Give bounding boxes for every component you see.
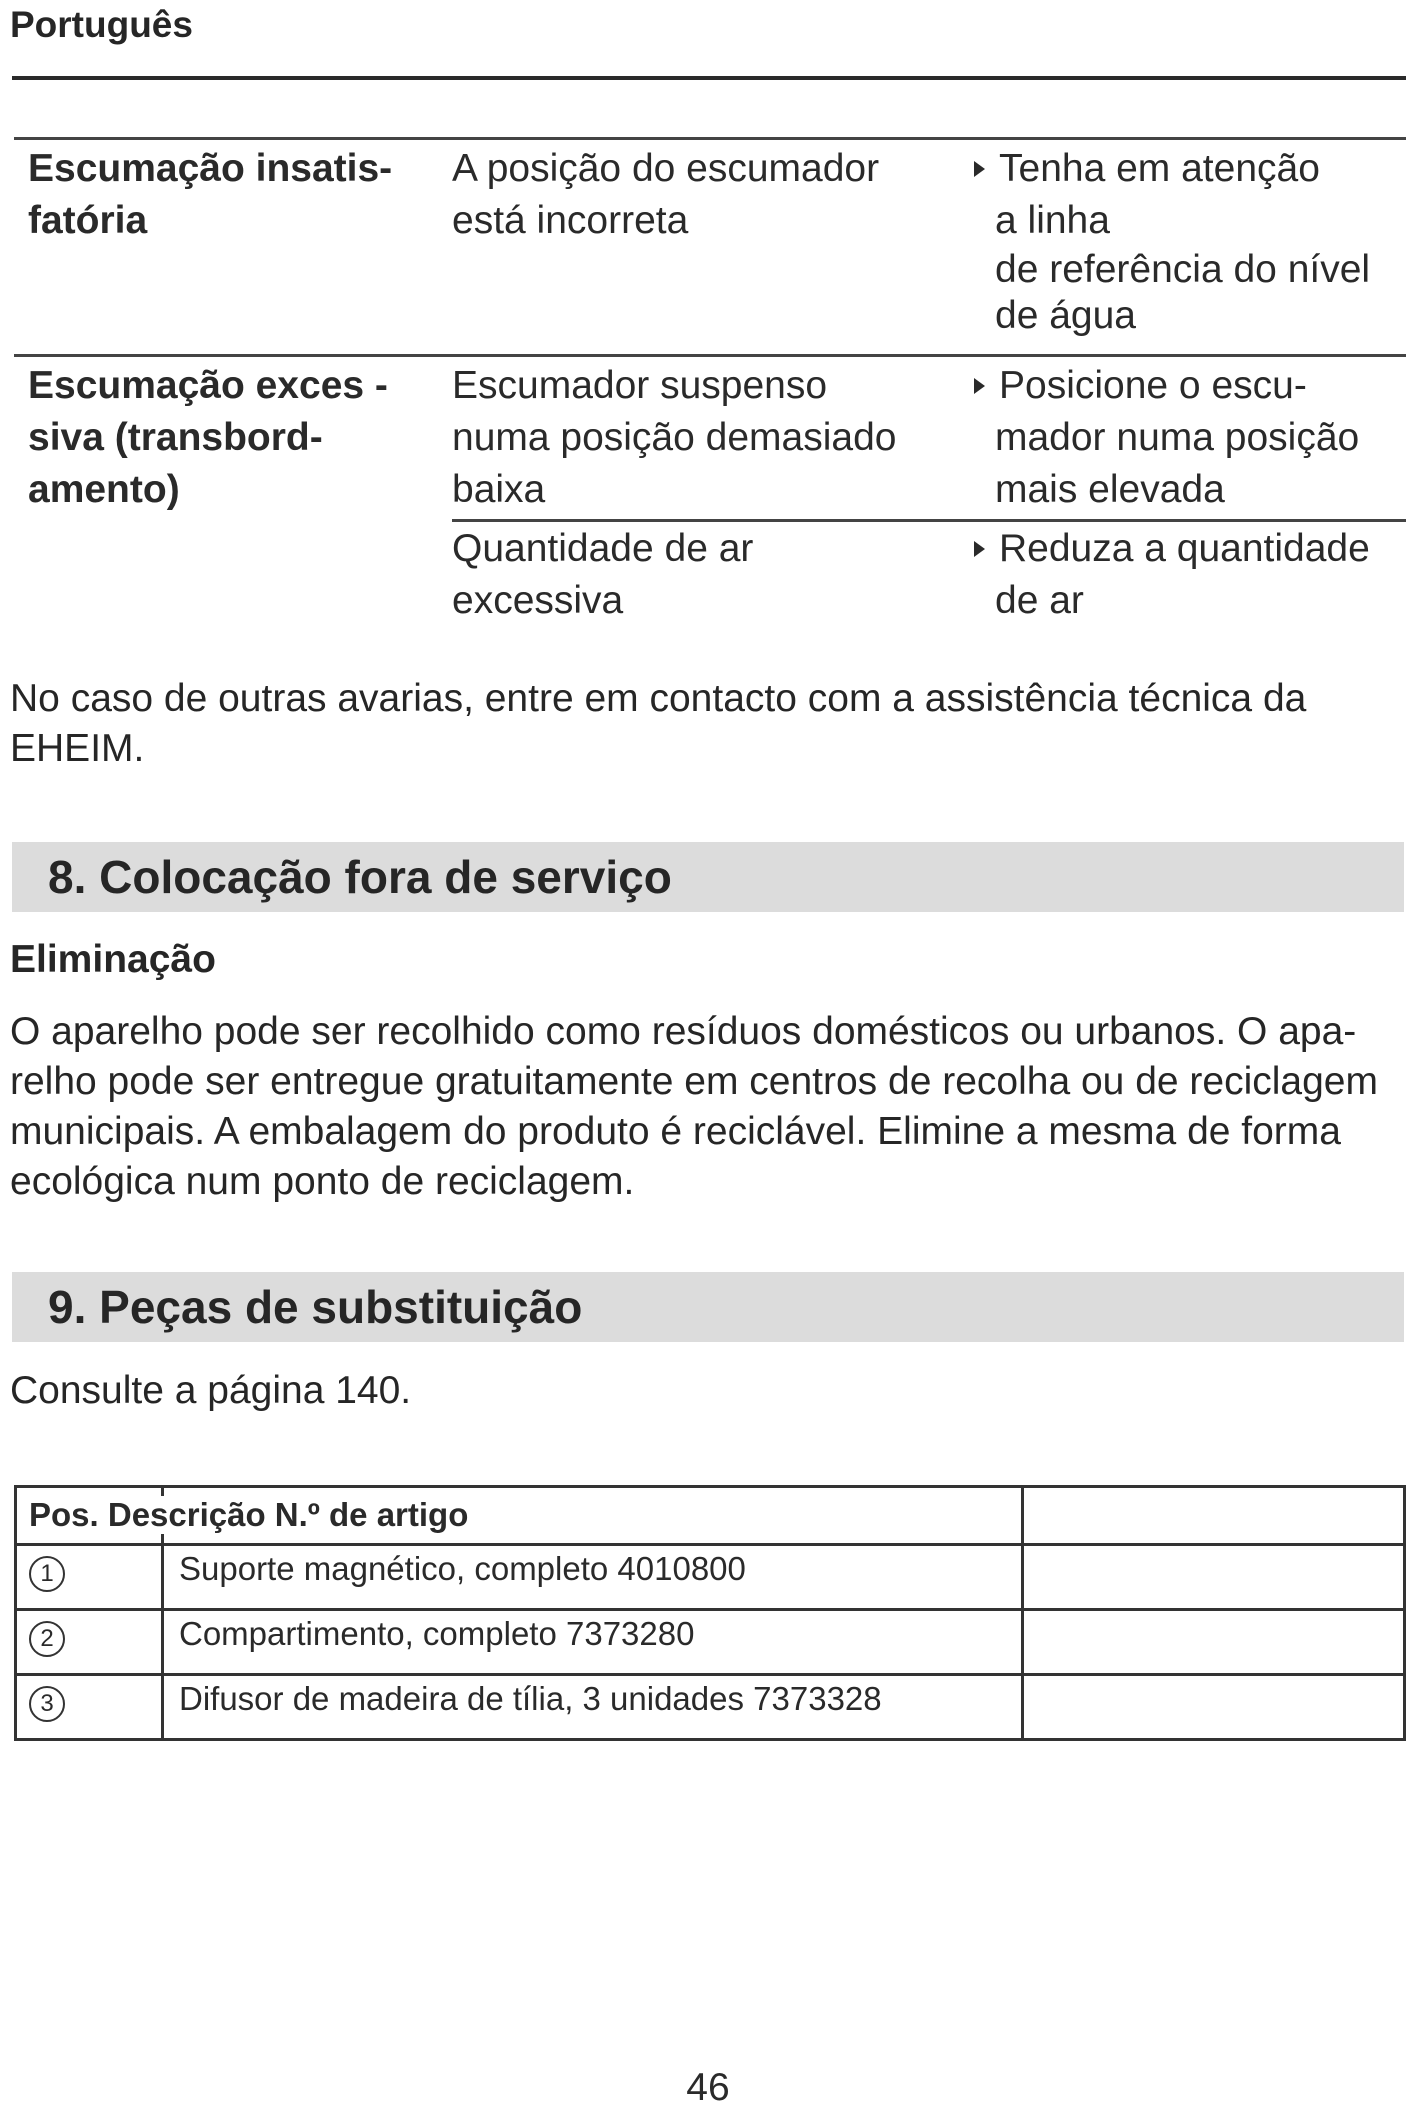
part-2-desc: Compartimento, completo 7373280 (179, 1615, 695, 1652)
cause-2a: Escumador suspenso numa posição demasiado baixa (452, 364, 897, 511)
section-8-title: 8. Colocação fora de serviço (48, 851, 672, 903)
parts-header: Pos. Descrição N.º de artigo (29, 1496, 472, 1534)
table-top-rule (14, 137, 1406, 140)
table-row-rule (14, 354, 1406, 357)
disposal-heading: Eliminação (10, 938, 216, 981)
table-subrow-rule (452, 519, 1406, 522)
fault-1: Escumação insatis- fatória (28, 147, 393, 242)
fault-2: Escumação exces - siva (transbord- amento) (28, 364, 388, 511)
pos-2-icon: 2 (29, 1621, 65, 1657)
see-page-text: Consulte a página 140. (10, 1369, 412, 1412)
other-faults-text: No caso de outras avarias, entre em contacto com a assistência técnica da EHEIM. (10, 677, 1307, 770)
language-label: Português (10, 4, 193, 45)
remedy-1: Tenha em atenção a linha de referência do nível de água (974, 143, 1370, 339)
pos-1-icon: 1 (29, 1556, 65, 1592)
remedy-2a: Posicione o escu- mador numa posição mais elevada (974, 360, 1359, 516)
cause-1: A posição do escumador está incorreta (452, 147, 880, 242)
part-1-desc: Suporte magnético, completo 4010800 (179, 1550, 746, 1587)
page-number: 46 (686, 2066, 730, 2109)
disposal-text: O aparelho pode ser recolhido como resíduos domésticos ou urbanos. O apa- relho pode ser entregue gratuitamente em centros de recolha ou de reciclagem municipais. A embalagem do produto é reciclável. Elimine a mesma de forma ecológica num ponto de reciclagem. (10, 1010, 1378, 1203)
arrow-bullet-icon (974, 161, 985, 177)
remedy-2b: Reduza a quantidade de ar (974, 523, 1370, 627)
arrow-bullet-icon (974, 541, 985, 557)
section-9-title: 9. Peças de substituição (48, 1281, 583, 1333)
parts-col-rule (1021, 1488, 1024, 1738)
header-rule (12, 76, 1406, 80)
parts-table (14, 1485, 1406, 1741)
arrow-bullet-icon (974, 378, 985, 394)
pos-3-icon: 3 (29, 1686, 65, 1722)
cause-2b: Quantidade de ar excessiva (452, 527, 754, 622)
part-3-desc: Difusor de madeira de tília, 3 unidades 7373328 (179, 1680, 882, 1717)
